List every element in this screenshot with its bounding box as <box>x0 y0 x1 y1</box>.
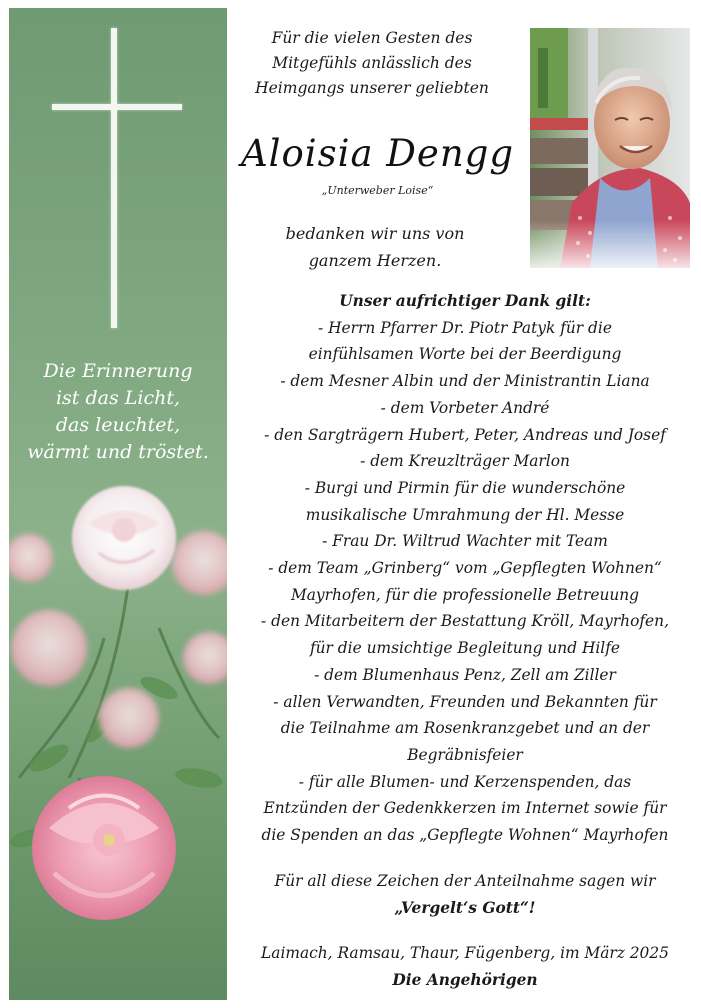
quote-line: wärmt und tröstet. <box>27 441 209 463</box>
intro-line: Mitgefühls anlässlich des <box>272 54 472 72</box>
list-item: - Burgi und Pirmin für die wunderschöne <box>304 478 626 497</box>
deceased-nickname: „Unterweber Loise“ <box>321 184 434 197</box>
side-panel <box>9 8 227 1000</box>
cross-icon-bar <box>52 104 182 110</box>
quote-line: ist das Licht, <box>55 387 181 409</box>
intro-line: Heimgangs unserer geliebten <box>255 79 489 97</box>
list-item: einfühlsamen Worte bei der Beerdigung <box>308 345 622 364</box>
list-item: - allen Verwandten, Freunden und Bekannten für <box>273 692 657 711</box>
signed-by: Die Angehörigen <box>392 971 538 989</box>
place-date: Laimach, Ramsau, Thaur, Fügenberg, im März 2025 <box>261 944 669 962</box>
quote-line: das leuchtet, <box>55 414 181 436</box>
list-item: - dem Kreuzlträger Marlon <box>360 452 570 471</box>
signature <box>232 940 698 994</box>
thanks-text <box>250 220 500 274</box>
quote-line: Die Erinnerung <box>43 360 193 382</box>
list-item: - den Sargträgern Hubert, Peter, Andreas und Josef <box>264 425 666 444</box>
list-item: Mayrhofen, für die professionelle Betreuung <box>290 585 640 604</box>
list-item: - Herrn Pfarrer Dr. Piotr Patyk für die <box>318 318 612 337</box>
intro-line: Für die vielen Gesten des <box>271 29 473 47</box>
list-item: - dem Mesner Albin und der Ministrantin Liana <box>280 372 650 391</box>
list-heading: Unser aufrichtiger Dank gilt: <box>339 292 591 310</box>
portrait-photo <box>530 28 690 268</box>
closing-emphasis: „Vergelt‘s Gott“! <box>394 899 536 917</box>
list-item: - für alle Blumen- und Kerzenspenden, das <box>298 772 632 791</box>
list-item: Begräbnisfeier <box>407 745 523 764</box>
list-item: musikalische Umrahmung der Hl. Messe <box>305 505 625 524</box>
list-item: für die umsichtige Begleitung und Hilfe <box>309 639 621 658</box>
list-item: die Teilnahme am Rosenkranzgebet und an der <box>280 719 650 738</box>
list-item: - den Mitarbeitern der Bestattung Kröll, Mayrhofen, <box>261 612 669 631</box>
deceased-name: Aloisia Dengg <box>240 132 515 175</box>
thanks-list <box>232 288 698 849</box>
memorial-quote <box>9 358 227 466</box>
intro-text <box>237 26 507 101</box>
list-item: - Frau Dr. Wiltrud Wachter mit Team <box>322 532 608 551</box>
roses-image <box>9 478 227 1000</box>
thanks-line: bedanken wir uns von <box>285 224 465 243</box>
list-item: die Spenden an das „Gepflegte Wohnen“ Mayrhofen <box>261 826 669 845</box>
list-item: - dem Blumenhaus Penz, Zell am Ziller <box>314 665 616 684</box>
list-item: Entzünden der Gedenkkerzen im Internet sowie für <box>263 799 667 818</box>
closing-text <box>232 868 698 922</box>
closing-line: Für all diese Zeichen der Anteilnahme sagen wir <box>274 872 656 890</box>
cross-icon <box>111 28 117 328</box>
thanks-line: ganzem Herzen. <box>308 251 442 270</box>
list-item: - dem Team „Grinberg“ vom „Gepflegten Wohnen“ <box>268 559 662 578</box>
list-item: - dem Vorbeter André <box>380 398 550 417</box>
portrait-illustration <box>530 28 690 268</box>
